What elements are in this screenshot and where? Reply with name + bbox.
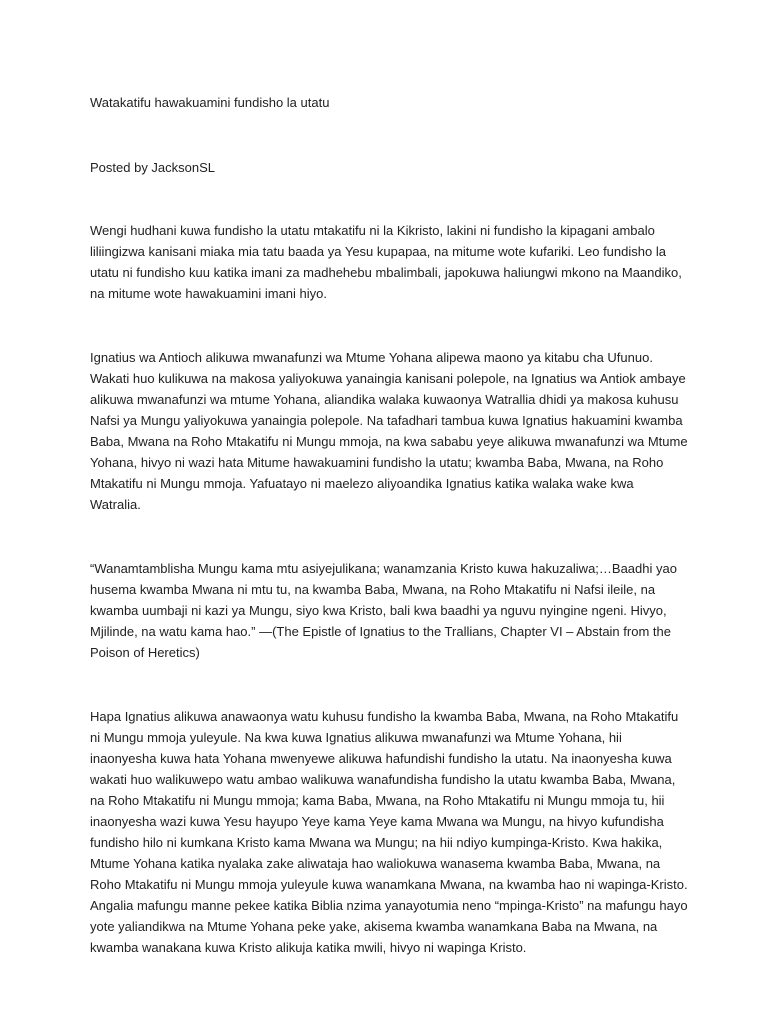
document-title: Watakatifu hawakuamini fundisho la utatu <box>90 95 330 110</box>
paragraph-ignatius: Ignatius wa Antioch alikuwa mwanafunzi wa Mtume Yohana alipewa maono ya kitabu cha Ufunuo. Wakati huo kulikuwa na makosa yaliyokuwa yanaingia kanisani polepole, na Ignatius wa Antiok ambaye alikuwa mwanafunzi wa mtume Yohana, aliandika walaka kuwaonya Watrallia dhidi ya makosa kuhusu Nafsi ya Mungu yaliyokuwa yanaingia polepole. Na tafadhari tambua kuwa Ignatius hakuamini kwamba Baba, Mwana na Roho Mtakatifu ni Mungu mmoja, na kwa sababu yeye alikuwa mwanafunzi wa Mtume Yohana, hivyo ni wazi hata Mitume hawakuamini fundisho la utatu; kwamba Baba, Mwana, na Roho Mtakatifu ni Mungu mmoja. Yafuatayo ni maelezo aliyoandika Ignatius katika walaka wake kwa Watralia. <box>90 350 688 512</box>
paragraph-conclusion: Hapa Ignatius alikuwa anawaonya watu kuhusu fundisho la kwamba Baba, Mwana, na Roho Mtakatifu ni Mungu mmoja yuleyule. Na kwa kuwa Ignatius alikuwa mwanafunzi wa Mtume Yohana, hii inaonyesha kuwa hata Yohana mwenyewe alikuwa hafundishi fundisho la utatu. Na inaonyesha kuwa wakati huo walikuwepo watu ambao walikuwa wanafundisha fundisho la utatu kwamba Baba, Mwana, na Roho Mtakatifu ni Mungu mmoja; kama Baba, Mwana, na Roho Mtakatifu ni Mungu mmoja tu, hii inaonyesha wazi kuwa Yesu hayupo Yeye kama Yeye kama Mwana wa Mungu, na hivyo kufundisha fundisho hilo ni kumkana Kristo kama Mwana wa Mungu; na hii ndiyo kumpinga-Kristo. Kwa hakika, Mtume Yohana katika nyalaka zake aliwataja hao waliokuwa wanasema kwamba Baba, Mwana, na Roho Mtakatifu ni Mungu mmoja yuleyule kuwa wanamkana Mwana, na kwamba hao ni wapinga-Kristo. Angalia mafungu manne pekee katika Biblia nzima yanayotumia neno “mpinga-Kristo” na mafungu hayo yote yaliandikwa na Mtume Yohana peke yake, akisema kwamba wanamkana Baba na Mwana, na kwamba wanakana kuwa Kristo alikuja katika mwili, hivyo ni wapinga Kristo. <box>90 709 688 955</box>
paragraph-quote: “Wanamtamblisha Mungu kama mtu asiyejulikana; wanamzania Kristo kuwa hakuzaliwa;…Baadhi yao husema kwamba Mwana ni mtu tu, na kwamba Baba, Mwana, na Roho Mtakatifu ni Nafsi ileile, na kwamba uumbaji ni kazi ya Mungu, siyo kwa Kristo, bali kwa baadhi ya nguvu nyingine ngeni. Hivyo, Mjilinde, na watu kama hao.” —(The Epistle of Ignatius to the Trallians, Chapter VI – Abstain from the Poison of Heretics) <box>90 561 677 660</box>
document-byline: Posted by JacksonSL <box>90 160 216 175</box>
document-body <box>90 92 688 1001</box>
paragraph-intro: Wengi hudhani kuwa fundisho la utatu mtakatifu ni la Kikristo, lakini ni fundisho la kipagani ambalo liliingizwa kanisani miaka mia tatu baada ya Yesu kupapaa, na mitume wote kufariki. Leo fundisho la utatu ni fundisho kuu katika imani za madhehebu mbalimbali, japokuwa haliungwi mkono na Maandiko, na mitume wote hawakuamini imani hiyo. <box>90 223 682 301</box>
